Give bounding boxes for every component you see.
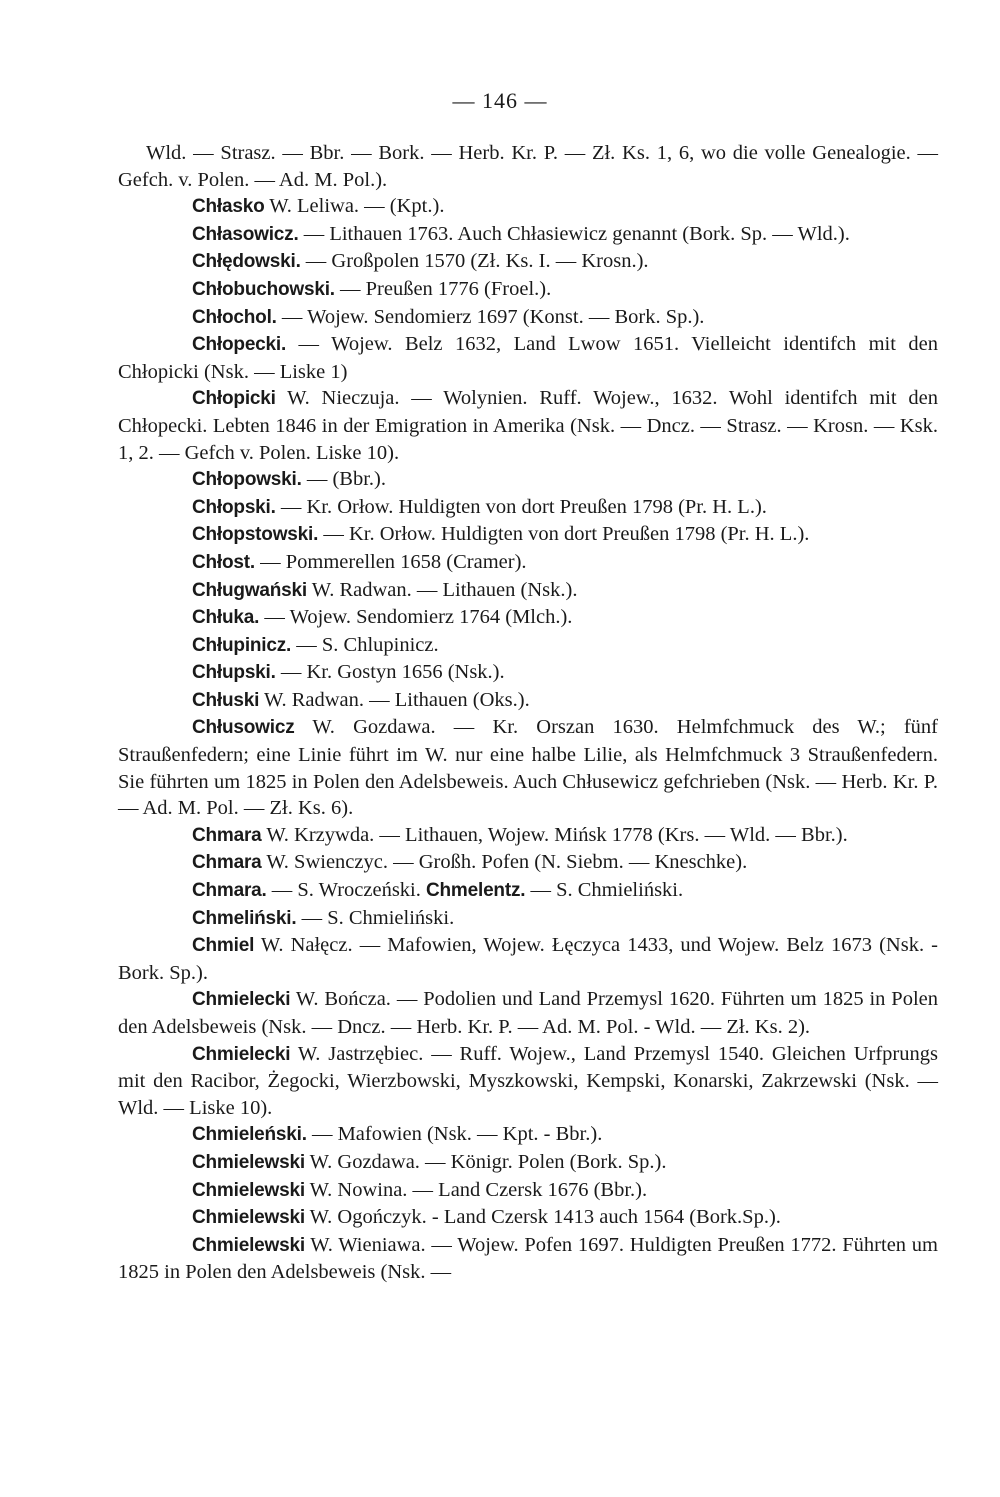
entry [118, 932, 938, 986]
entry-surname: Chłochol. [192, 306, 277, 328]
entry [118, 331, 938, 385]
entry-text: W. Radwan. — Lithauen (Nsk.). [311, 578, 578, 601]
entry-text: — Wojew. Sendomierz 1764 (Mlch.). [264, 606, 573, 629]
entry [118, 193, 938, 221]
entry-surname: Chmielewski [192, 1151, 305, 1173]
entry [118, 659, 938, 687]
entry-surname: Chłopski. [192, 496, 276, 518]
entry-text: W. Ogończyk. - Land Czersk 1413 auch 1564 (Bork.Sp.). [309, 1206, 781, 1229]
entry-surname: Chłasko [192, 196, 265, 218]
entry-text: — S. Chmieliński. [301, 906, 455, 929]
entry [118, 905, 938, 933]
entry-surname: Chłopicki [192, 388, 276, 410]
entry-surname: Chmielewski [192, 1207, 305, 1229]
entry [118, 1121, 938, 1149]
entry-surname: Chmeliński. [192, 907, 297, 929]
entry [118, 1041, 938, 1122]
entry-surname: Chługwański [192, 579, 307, 601]
entry [118, 1177, 938, 1205]
entry-text: W. Swienczyc. — Großh. Pofen (N. Siebm. — Kneschke). [266, 851, 748, 874]
entry-surname: Chmara. [192, 880, 267, 902]
entry-text: — Wojew. Sendomierz 1697 (Konst. — Bork. Sp.). [281, 305, 705, 328]
entry-surname: Chłupinicz. [192, 634, 292, 656]
entry-text: W. Krzywda. — Lithauen, Wojew. Mińsk 1778 (Krs. — Wld. — Bbr.). [266, 823, 848, 846]
entry-text: — (Bbr.). [306, 468, 386, 491]
entry [118, 466, 938, 494]
entry [118, 521, 938, 549]
entry-surname: Chmieleński. [192, 1124, 307, 1146]
entry [118, 494, 938, 522]
entry-text: W. Nałęcz. — Mafowien, Wojew. Łęczyca 1433, und Wojew. Belz 1673 (Nsk. - Bork. Sp.). [118, 934, 938, 984]
entry-text: — Kr. Orłow. Huldigten von dort Preußen 1798 (Pr. H. L.). [280, 495, 767, 518]
entry-text: — Wojew. Belz 1632, Land Lwow 1651. Vielleicht identifch mit den Chłopicki (Nsk. — Liske 1) [118, 333, 938, 383]
entry [118, 714, 938, 821]
entry-surname: Chłasowicz. [192, 223, 299, 245]
entry-surname: Chmielecki [192, 989, 291, 1011]
entry-text: W. Nieczuja. — Wolynien. Ruff. Wojew., 1632. Wohl identifch mit den Chłopecki. Lebten 1846 in der Emigration in Amerika (Nsk. — Dncz. — Strasz. — Krosn. — Ksk. 1, 2. — Gefch v. Polen. Liske 10). [118, 387, 938, 464]
entry-surname: Chłuka. [192, 607, 260, 629]
entry-text: — Preußen 1776 (Froel.). [340, 277, 552, 300]
entry-surname: Chłuski [192, 689, 260, 711]
entry [118, 549, 938, 577]
entry-surname: Chmiel [192, 935, 255, 957]
entry-text: — Kr. Orłow. Huldigten von dort Preußen 1798 (Pr. H. L.). [323, 523, 810, 546]
entry-surname: Chłost. [192, 551, 255, 573]
entry-text: — Lithauen 1763. Auch Chłasiewicz genannt (Bork. Sp. — Wld.). [303, 222, 850, 245]
entry-surname: Chłopecki. [192, 334, 287, 356]
entry [118, 140, 938, 193]
entry-text: — Pommerellen 1658 (Cramer). [260, 550, 527, 573]
entry [118, 1204, 938, 1232]
entry-text: W. Lelіwa. — (Kpt.). [269, 195, 445, 218]
entry [118, 822, 938, 850]
page-number: — 146 — [452, 88, 548, 113]
entry-text: — S. Chmieliński. [530, 879, 684, 902]
entry [118, 632, 938, 660]
entry [118, 248, 938, 276]
entry-surname: Chłupski. [192, 662, 276, 684]
entry-text: — S. Wroczeński. [271, 879, 421, 902]
entry [118, 304, 938, 332]
entry-surname: Chłobuchowski. [192, 278, 335, 300]
entry-surname: Chmielecki [192, 1043, 291, 1065]
entry-text: W. Gozdawa. — Königr. Polen (Bork. Sp.). [309, 1150, 667, 1173]
entry [118, 577, 938, 605]
entry-text: W. Radwan. — Lithauen (Oks.). [264, 688, 530, 711]
entry [118, 276, 938, 304]
entry-text: W. Bończa. — Podolien und Land Przemysl 1620. Führten um 1825 in Polen den Adelsbeweis (Nsk. — Dncz. — Herb. Kr. P. — Ad. M. Pol. - Wld. — Zł. Ks. 2). [118, 988, 938, 1038]
entry-text: — Mafowien (Nsk. — Kpt. - Bbr.). [311, 1123, 603, 1146]
entry-surname: Chmielewski [192, 1234, 305, 1256]
entry-surname: Chmara [192, 824, 262, 846]
entry-surname: Chmara [192, 852, 262, 874]
entry [118, 604, 938, 632]
entry [118, 1149, 938, 1177]
entry-text: — Kr. Gostyn 1656 (Nsk.). [280, 661, 505, 684]
entry [118, 221, 938, 249]
entry-surname: Chłopowski. [192, 469, 302, 491]
entry-surname: Chmielewski [192, 1179, 305, 1201]
entry-surname: Chłędowski. [192, 251, 301, 273]
entry-surname: Chłopstowski. [192, 524, 319, 546]
entry-text: — S. Chlupinicz. [296, 633, 439, 656]
dictionary-entries [118, 140, 938, 1286]
entry-surname: Chłusowicz [192, 717, 295, 739]
entry-text: W. Jastrzębiec. — Ruff. Wojew., Land Przemysl 1540. Gleichen Urfprungs mit den Racibor, Żegocki, Wierzbowski, Myszkowski, Kempski, Konarski, Zakrzewski (Nsk. — Wld. — Liske 10). [118, 1042, 938, 1119]
entry [118, 877, 938, 905]
entry-text: W. Nowina. — Land Czersk 1676 (Bbr.). [309, 1178, 648, 1201]
entry [118, 385, 938, 466]
entry-text: — Großpolen 1570 (Zł. Ks. I. — Krosn.). [305, 250, 649, 273]
entry-text: W. Wieniawa. — Wojew. Pofen 1697. Huldigten Preußen 1772. Führten um 1825 in Polen den Adelsbeweis (Nsk. — [118, 1233, 938, 1284]
entry [118, 687, 938, 715]
entry [118, 986, 938, 1040]
entry [118, 849, 938, 877]
entry-text: W. Gozdawa. — Kr. Orszan 1630. Helmfchmuck des W.; fünf Straußenfedern; eine Linie führt im W. nur eine halbe Lilie, als Helmfchmuck 3 Straußenfedern. Sie führten um 1825 in Polen den Adelsbeweis. Auch Chłusewicz gefchrieben (Nsk. — Herb. Kr. P. — Ad. M. Pol. — Zł. Ks. 6). [118, 716, 938, 820]
entry [118, 1232, 938, 1286]
entry-surname: Chmelentz. [426, 880, 526, 902]
entry-text: Wld. — Strasz. — Bbr. — Bork. — Herb. Kr. P. — Zł. Ks. 1, 6, wo die volle Genealogie. — Gefch. v. Polen. — Ad. M. Pol.). [118, 142, 938, 191]
